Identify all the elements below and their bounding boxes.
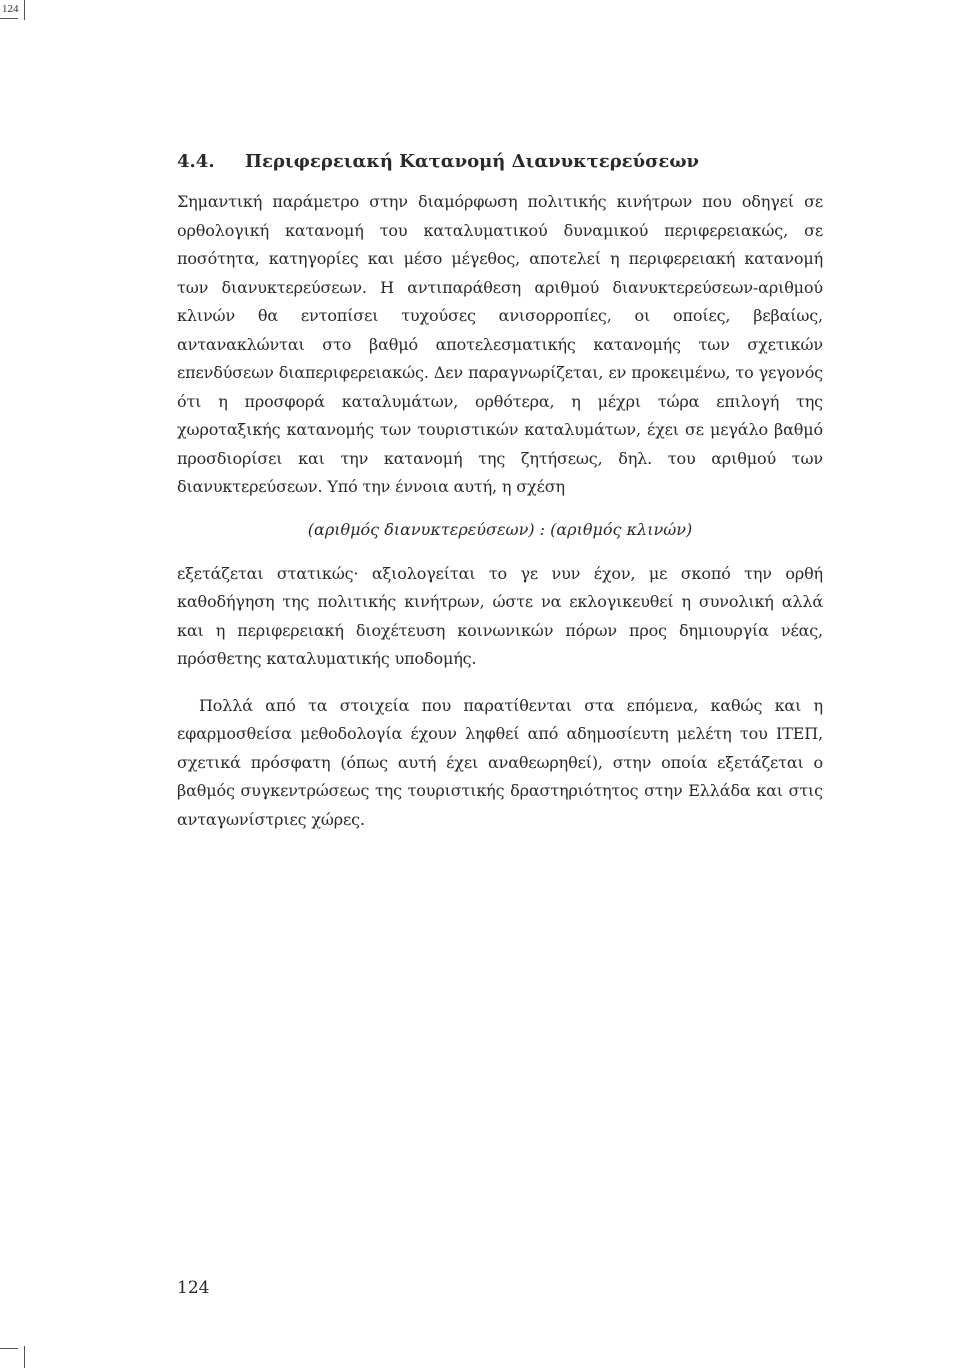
paragraph-3: Πολλά από τα στοιχεία που παρατίθενται στα επόμενα, καθώς και η εφαρμοσθείσα μεθοδολογία έχουν ληφθεί από αδημοσίευτη μελέτη του ΙΤΕΠ, σχετικά πρόσφατη (όπως αυτή έχει αναθεωρηθεί), στην οποία εξετάζεται ο βαθμός συγκεντρώσεως της τουριστικής δραστηριότητος στην Ελλάδα και στις ανταγωνίστριες χώρες. xyxy=(177,695,823,829)
page-content xyxy=(177,148,823,834)
crop-mark-top-vertical xyxy=(24,0,25,20)
ratio-formula: (αριθμός διανυκτερεύσεων) : (αριθμός κλινών) xyxy=(307,519,693,539)
crop-mark-top-horizontal xyxy=(0,18,18,19)
section-title: Περιφερειακή Κατανομή Διανυκτερεύσεων xyxy=(245,151,699,172)
crop-mark-bottom-horizontal xyxy=(0,1348,18,1349)
section-number: 4.4. xyxy=(177,151,215,172)
crop-mark-bottom-vertical xyxy=(24,1346,25,1368)
section-heading xyxy=(177,148,823,176)
paragraph-1: Σημαντική παράμετρο στην διαμόρφωση πολιτικής κινήτρων που οδηγεί σε ορθολογική κατανομή του καταλυματικού δυναμικού περιφερειακώς, σε ποσότητα, κατηγορίες και μέσο μέγεθος, αποτελεί η περιφερειακή κατανομή των διανυκτερεύσεων. Η αντιπαράθεση αριθμού διανυκτερεύσεων-αριθμού κλινών θα εντοπίσει τυχούσες ανισορροπίες, οι οποίες, βεβαίως, αντανακλώνται στο βαθμό αποτελεσματικής κατανομής των σχετικών επενδύσεων διαπεριφερειακώς. Δεν παραγνωρίζεται, εν προκειμένω, το γεγονός ότι η προσφορά καταλυμάτων, ορθότερα, η μέχρι τώρα επιλογή της χωροταξικής κατανομής των τουριστικών καταλυμάτων, έχει σε μεγάλο βαθμό προσδιορίσει και την κατανομή της ζητήσεως, δηλ. του αριθμού των διανυκτερεύσεων. Υπό την έννοια αυτή, η σχέση xyxy=(177,192,823,496)
paragraph-2: εξετάζεται στατικώς· αξιολογείται το γε νυν έχον, με σκοπό την ορθή καθοδήγηση της πολιτικής κινήτρων, ώστε να εκλογικευθεί η συνολική αλλά και η περιφερειακή διοχέτευση κοινωνικών πόρων προς δημιουργία νέας, πρόσθετης καταλυματικής υποδομής. xyxy=(177,563,823,668)
footer-page-number: 124 xyxy=(177,1278,210,1298)
corner-page-number: 124 xyxy=(2,3,19,15)
